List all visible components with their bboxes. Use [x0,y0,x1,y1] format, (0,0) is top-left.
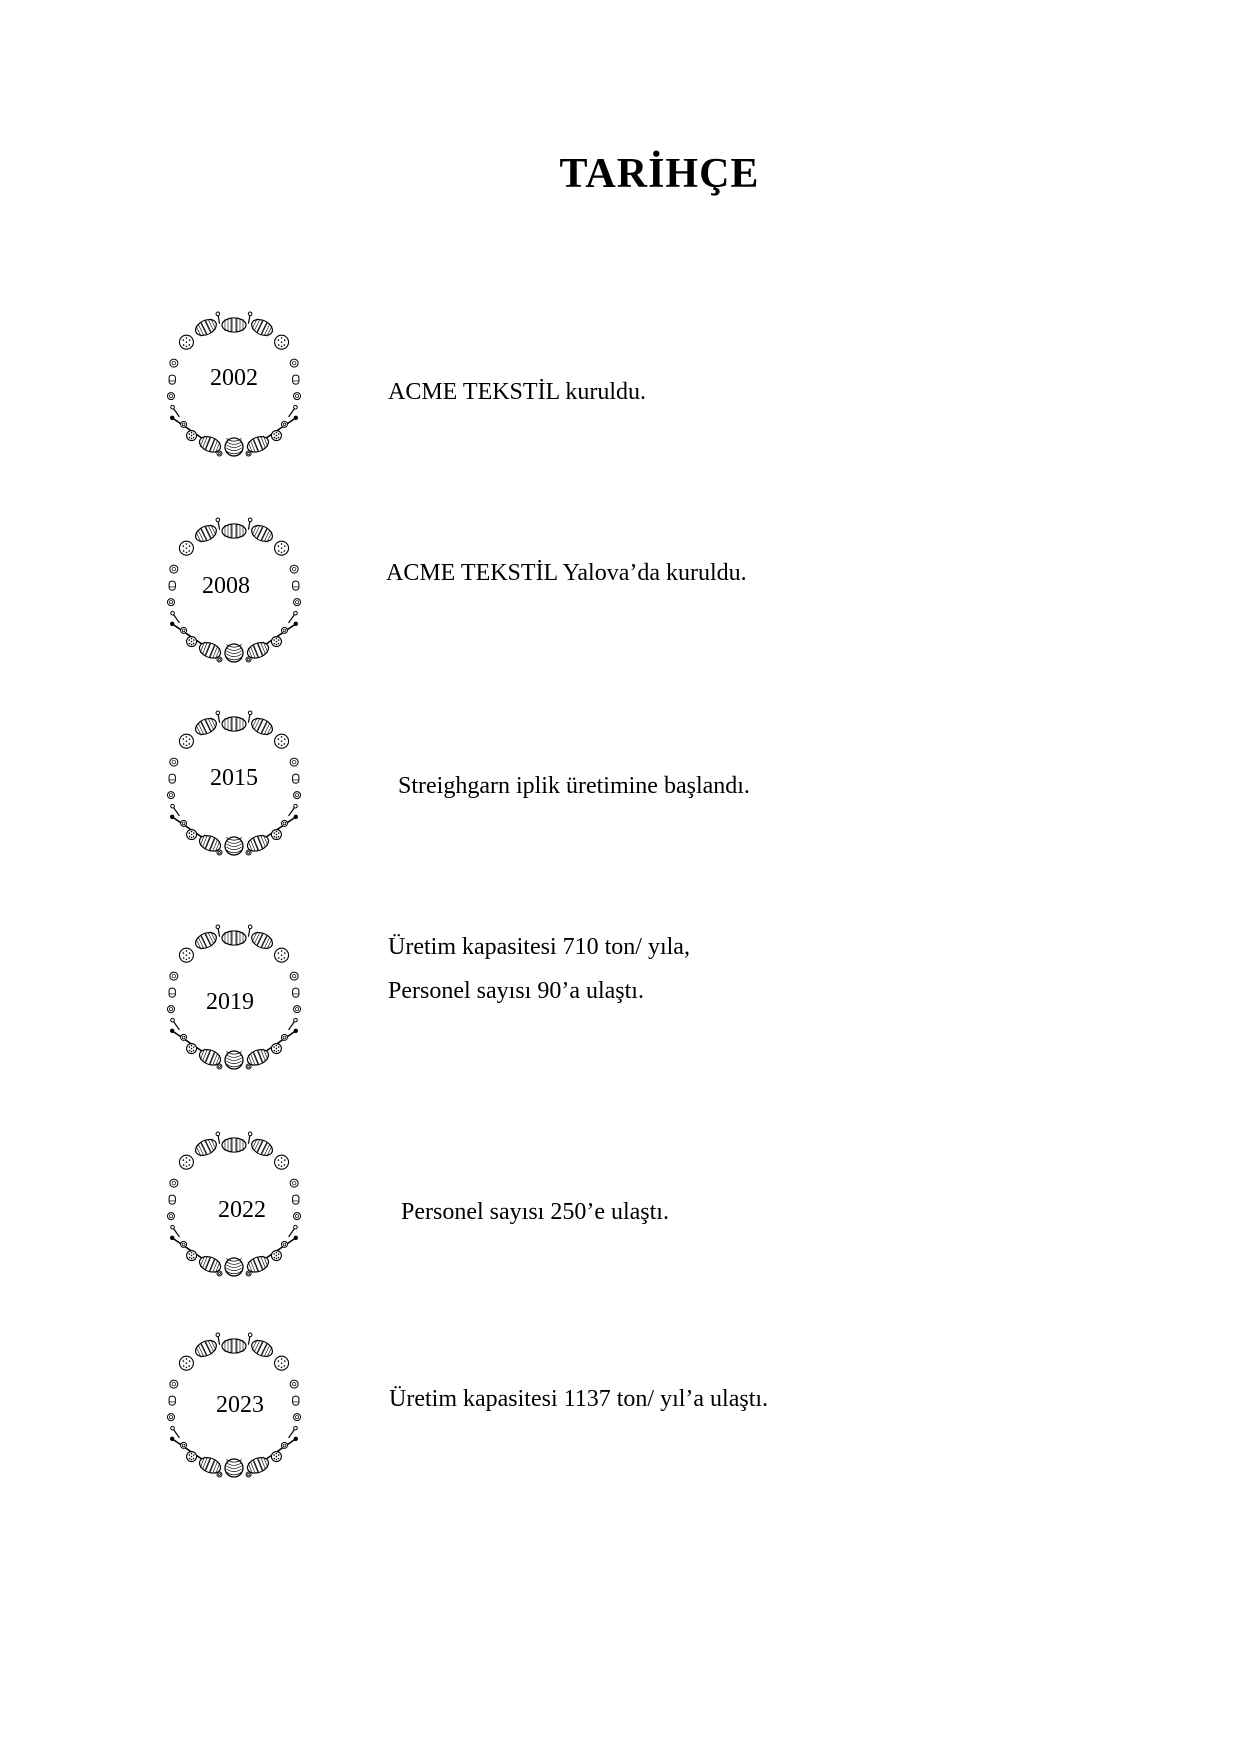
timeline-entry [0,1320,1241,1490]
timeline-entry [0,505,1241,675]
page-title: TARİHÇE [559,151,760,197]
timeline-description-line: ACME TEKSTİL kuruldu. [388,379,646,405]
timeline-year: 2002 [210,365,258,391]
timeline-description [398,764,750,808]
timeline-year: 2019 [206,989,254,1015]
timeline-year: 2015 [210,765,258,791]
timeline-description [388,370,646,414]
timeline-entry [0,299,1241,469]
timeline-description-line: ACME TEKSTİL Yalova’da kuruldu. [386,560,747,586]
timeline-description-line: Personel sayısı 250’e ulaştı. [401,1199,669,1225]
timeline-year: 2008 [202,573,250,599]
timeline-description [388,925,690,1013]
timeline-description [389,1377,768,1421]
timeline-description-line: Üretim kapasitesi 710 ton/ yıla, [388,934,690,960]
timeline-description-line: Streighgarn iplik üretimine başlandı. [398,773,750,799]
timeline-description [386,551,747,595]
timeline-entry [0,698,1241,868]
timeline-entry [0,912,1241,1082]
timeline-year: 2023 [216,1392,264,1418]
timeline-entry [0,1119,1241,1289]
timeline-year: 2022 [218,1197,266,1223]
timeline-description [401,1190,669,1234]
timeline-description-line: Üretim kapasitesi 1137 ton/ yıl’a ulaştı. [389,1386,769,1412]
timeline-description-line: Personel sayısı 90’a ulaştı. [388,978,644,1004]
